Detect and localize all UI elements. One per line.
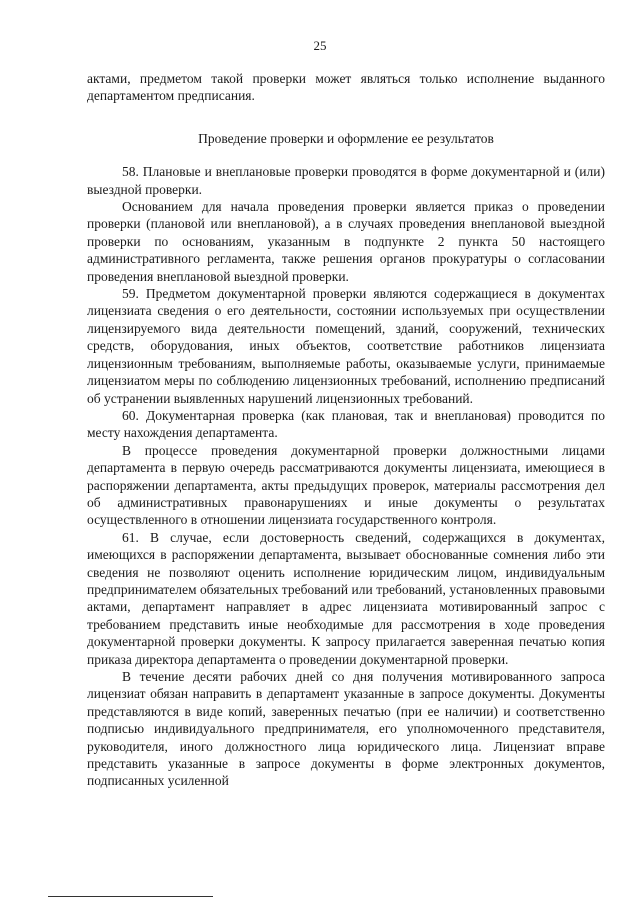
paragraph-60: 60. Документарная проверка (как плановая, так и внеплановая) проводится по месту нахождения департамента. [87,407,605,441]
document-body [87,70,605,790]
paragraph-continuation: актами, предметом такой проверки может являться только исполнение выданного департаментом предписания. [87,71,605,104]
paragraph-58: 58. Плановые и внеплановые проверки проводятся в форме документарной и (или) выездной проверки. [87,164,605,197]
paragraph-58-basis: Основанием для начала проведения проверки является приказ о проведении проверки (плановой или внеплановой), а в случаях проведения внеплановой выездной проверки по основаниям, указанным в подпункте 2 пункта 50 настоящего административного регламента, также решения органов прокуратуры о согласовании проведения внеплановой выездной проверки. [87,199,605,284]
paragraph-59: 59. Предметом документарной проверки являются содержащиеся в документах лицензиата сведения о его деятельности, состоянии используемых при осуществлении лицензируемого вида деятельности помещений, зданий, сооружений, технических средств, оборудования, иных объектов, соответствие работников лицензиата лицензионным требованиям, выполняемые работы, оказываемые услуги, принимаемые лицензиатом меры по соблюдению лицензионных требований, исполнению предписаний об устранении выявленных нарушений лицензионных требований. [87,286,605,406]
paragraph-61-deadline: В течение десяти рабочих дней со дня получения мотивированного запроса лицензиат обязан направить в департамент указанные в запросе документы. Документы представляются в виде копий, заверенных печатью (при ее наличии) и соответственно подписью индивидуального предпринимателя, его уполномоченного представителя, руководителя, иного должностного лица юридического лица. Лицензиат вправе представить указанные в запросе документы в форме электронных документов, подписанных усиленной [87,669,605,789]
section-heading: Проведение проверки и оформление ее результатов [198,130,494,146]
paragraph-60-process: В процессе проведения документарной проверки должностными лицами департамента в первую очередь рассматриваются документы лицензиата, имеющиеся в распоряжении департамента, акты предыдущих проверок, материалы рассмотрения дел об административных правонарушениях и иные документы о результатах осуществленного в отношении лицензиата государственного контроля. [87,442,605,528]
paragraph-61: 61. В случае, если достоверность сведений, содержащихся в документах, имеющихся в распоряжении департамента, вызывает обоснованные сомнения либо эти сведения не позволяют оценить исполнение юридическим лицом, индивидуальным предпринимателем обязательных требований или требований, установленных правовыми актами, департамент направляет в адрес лицензиата мотивированный запрос с требованием представить иные необходимые для рассмотрения в ходе проведения документарной проверки документы. К запросу прилагается заверенная печатью копия приказа директора департамента о проведении документарной проверки. [87,529,605,667]
page-number: 25 [313,38,327,53]
footnote-separator [48,896,213,897]
